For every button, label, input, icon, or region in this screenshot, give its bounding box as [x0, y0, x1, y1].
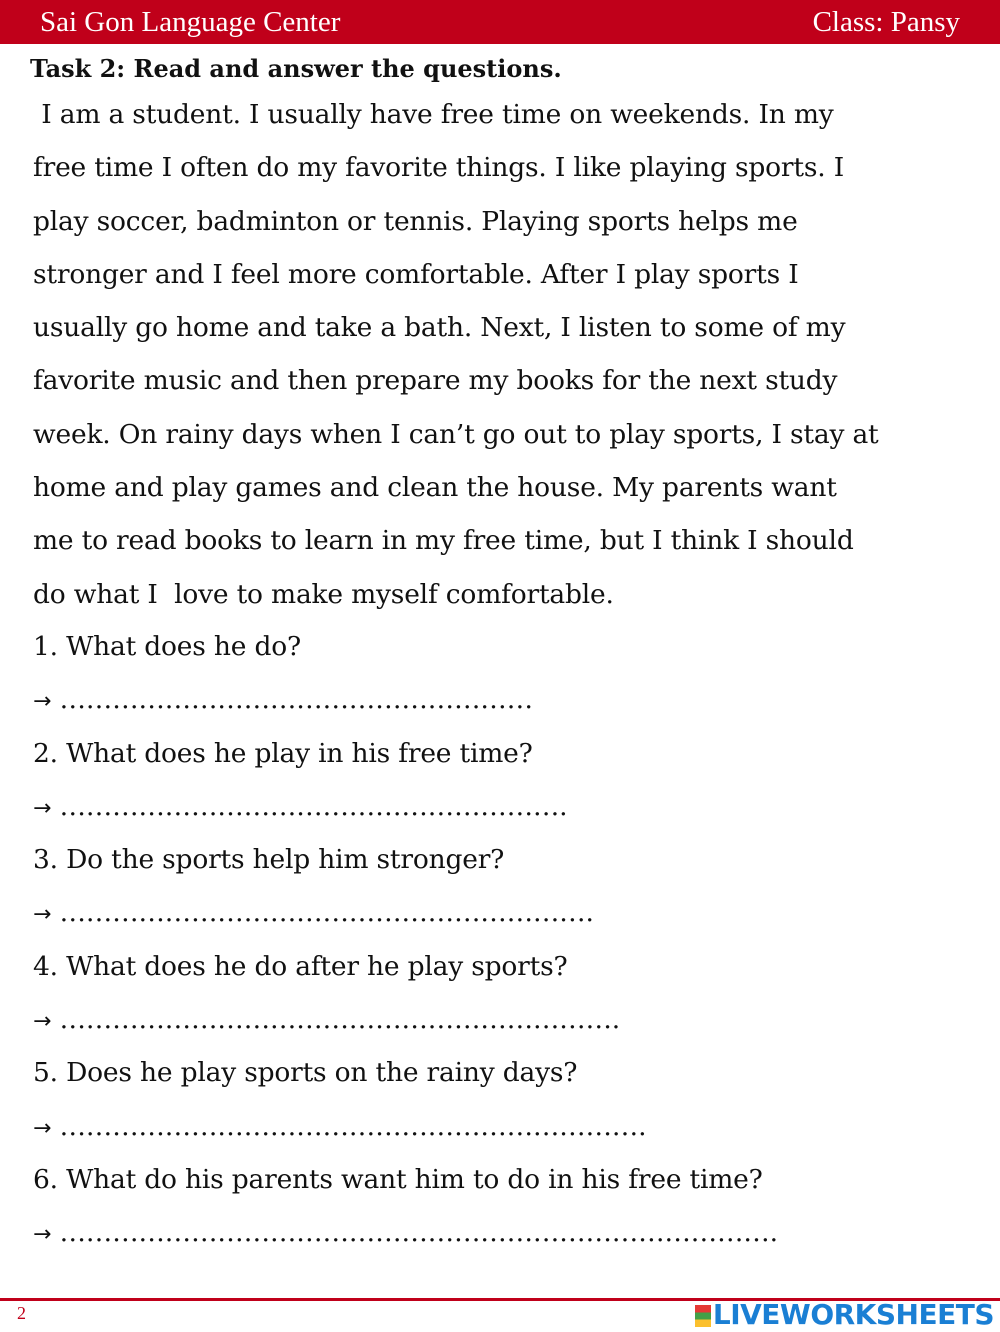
arrow-icon: → — [33, 902, 52, 928]
question-text: 6. What do his parents want him to do in his free time? — [33, 1163, 763, 1195]
answer-field[interactable] — [33, 993, 973, 1046]
arrow-icon: → — [33, 1222, 52, 1248]
passage-line: me to read books to learn in my free time, but I think I should — [33, 525, 854, 557]
reading-passage — [33, 88, 973, 621]
question-text: 3. Do the sports help him stronger? — [33, 844, 505, 876]
passage-line: play soccer, badminton or tennis. Playing sports helps me — [33, 205, 798, 237]
answer-blank[interactable]: …………………………………………………………. — [59, 1110, 647, 1142]
passage-line: favorite music and then prepare my books for the next study — [33, 365, 838, 397]
passage-line: home and play games and clean the house. My parents want — [33, 472, 837, 504]
answer-field[interactable] — [33, 886, 973, 939]
answer-blank[interactable]: …………………………………………………. — [59, 790, 568, 822]
passage-line: week. On rainy days when I can’t go out to play sports, I stay at — [33, 418, 879, 450]
passage-line: free time I often do my favorite things. I like playing sports. I — [33, 152, 844, 184]
liveworksheets-logo-icon — [695, 1305, 711, 1327]
arrow-icon: → — [33, 1115, 52, 1141]
task-title: Task 2: Read and answer the questions. — [30, 54, 562, 83]
watermark-logo — [695, 1298, 994, 1331]
question-text: 5. Does he play sports on the rainy days? — [33, 1057, 578, 1089]
passage-line: I am a student. I usually have free time on weekends. In my — [33, 99, 834, 130]
answer-field[interactable] — [33, 673, 973, 726]
answer-field[interactable] — [33, 1100, 973, 1153]
page-number: 2 — [17, 1303, 26, 1323]
answer-blank[interactable]: ……………………………………………………. — [59, 897, 594, 929]
school-name: Sai Gon Language Center — [40, 6, 341, 38]
answer-blank[interactable]: ………………………………………………………………………. — [59, 1217, 778, 1249]
answer-field[interactable] — [33, 1206, 973, 1259]
answer-field[interactable] — [33, 780, 973, 833]
arrow-icon: → — [33, 795, 52, 821]
arrow-icon: → — [33, 689, 52, 715]
passage-line: stronger and I feel more comfortable. After I play sports I — [33, 258, 799, 290]
answer-blank[interactable]: ……………………………………………… — [59, 684, 533, 716]
answer-blank[interactable]: ………………………………………………………. — [59, 1004, 620, 1036]
questions-list — [33, 620, 973, 1260]
watermark-text: LIVEWORKSHEETS — [712, 1298, 994, 1331]
passage-line: do what I love to make myself comfortable. — [33, 578, 614, 610]
passage-line: usually go home and take a bath. Next, I listen to some of my — [33, 312, 846, 344]
page-header — [0, 0, 1000, 44]
question-text: 1. What does he do? — [33, 631, 302, 662]
arrow-icon: → — [33, 1009, 52, 1035]
question-text: 4. What does he do after he play sports? — [33, 950, 568, 982]
question-text: 2. What does he play in his free time? — [33, 737, 533, 769]
class-name: Class: Pansy — [812, 6, 960, 38]
